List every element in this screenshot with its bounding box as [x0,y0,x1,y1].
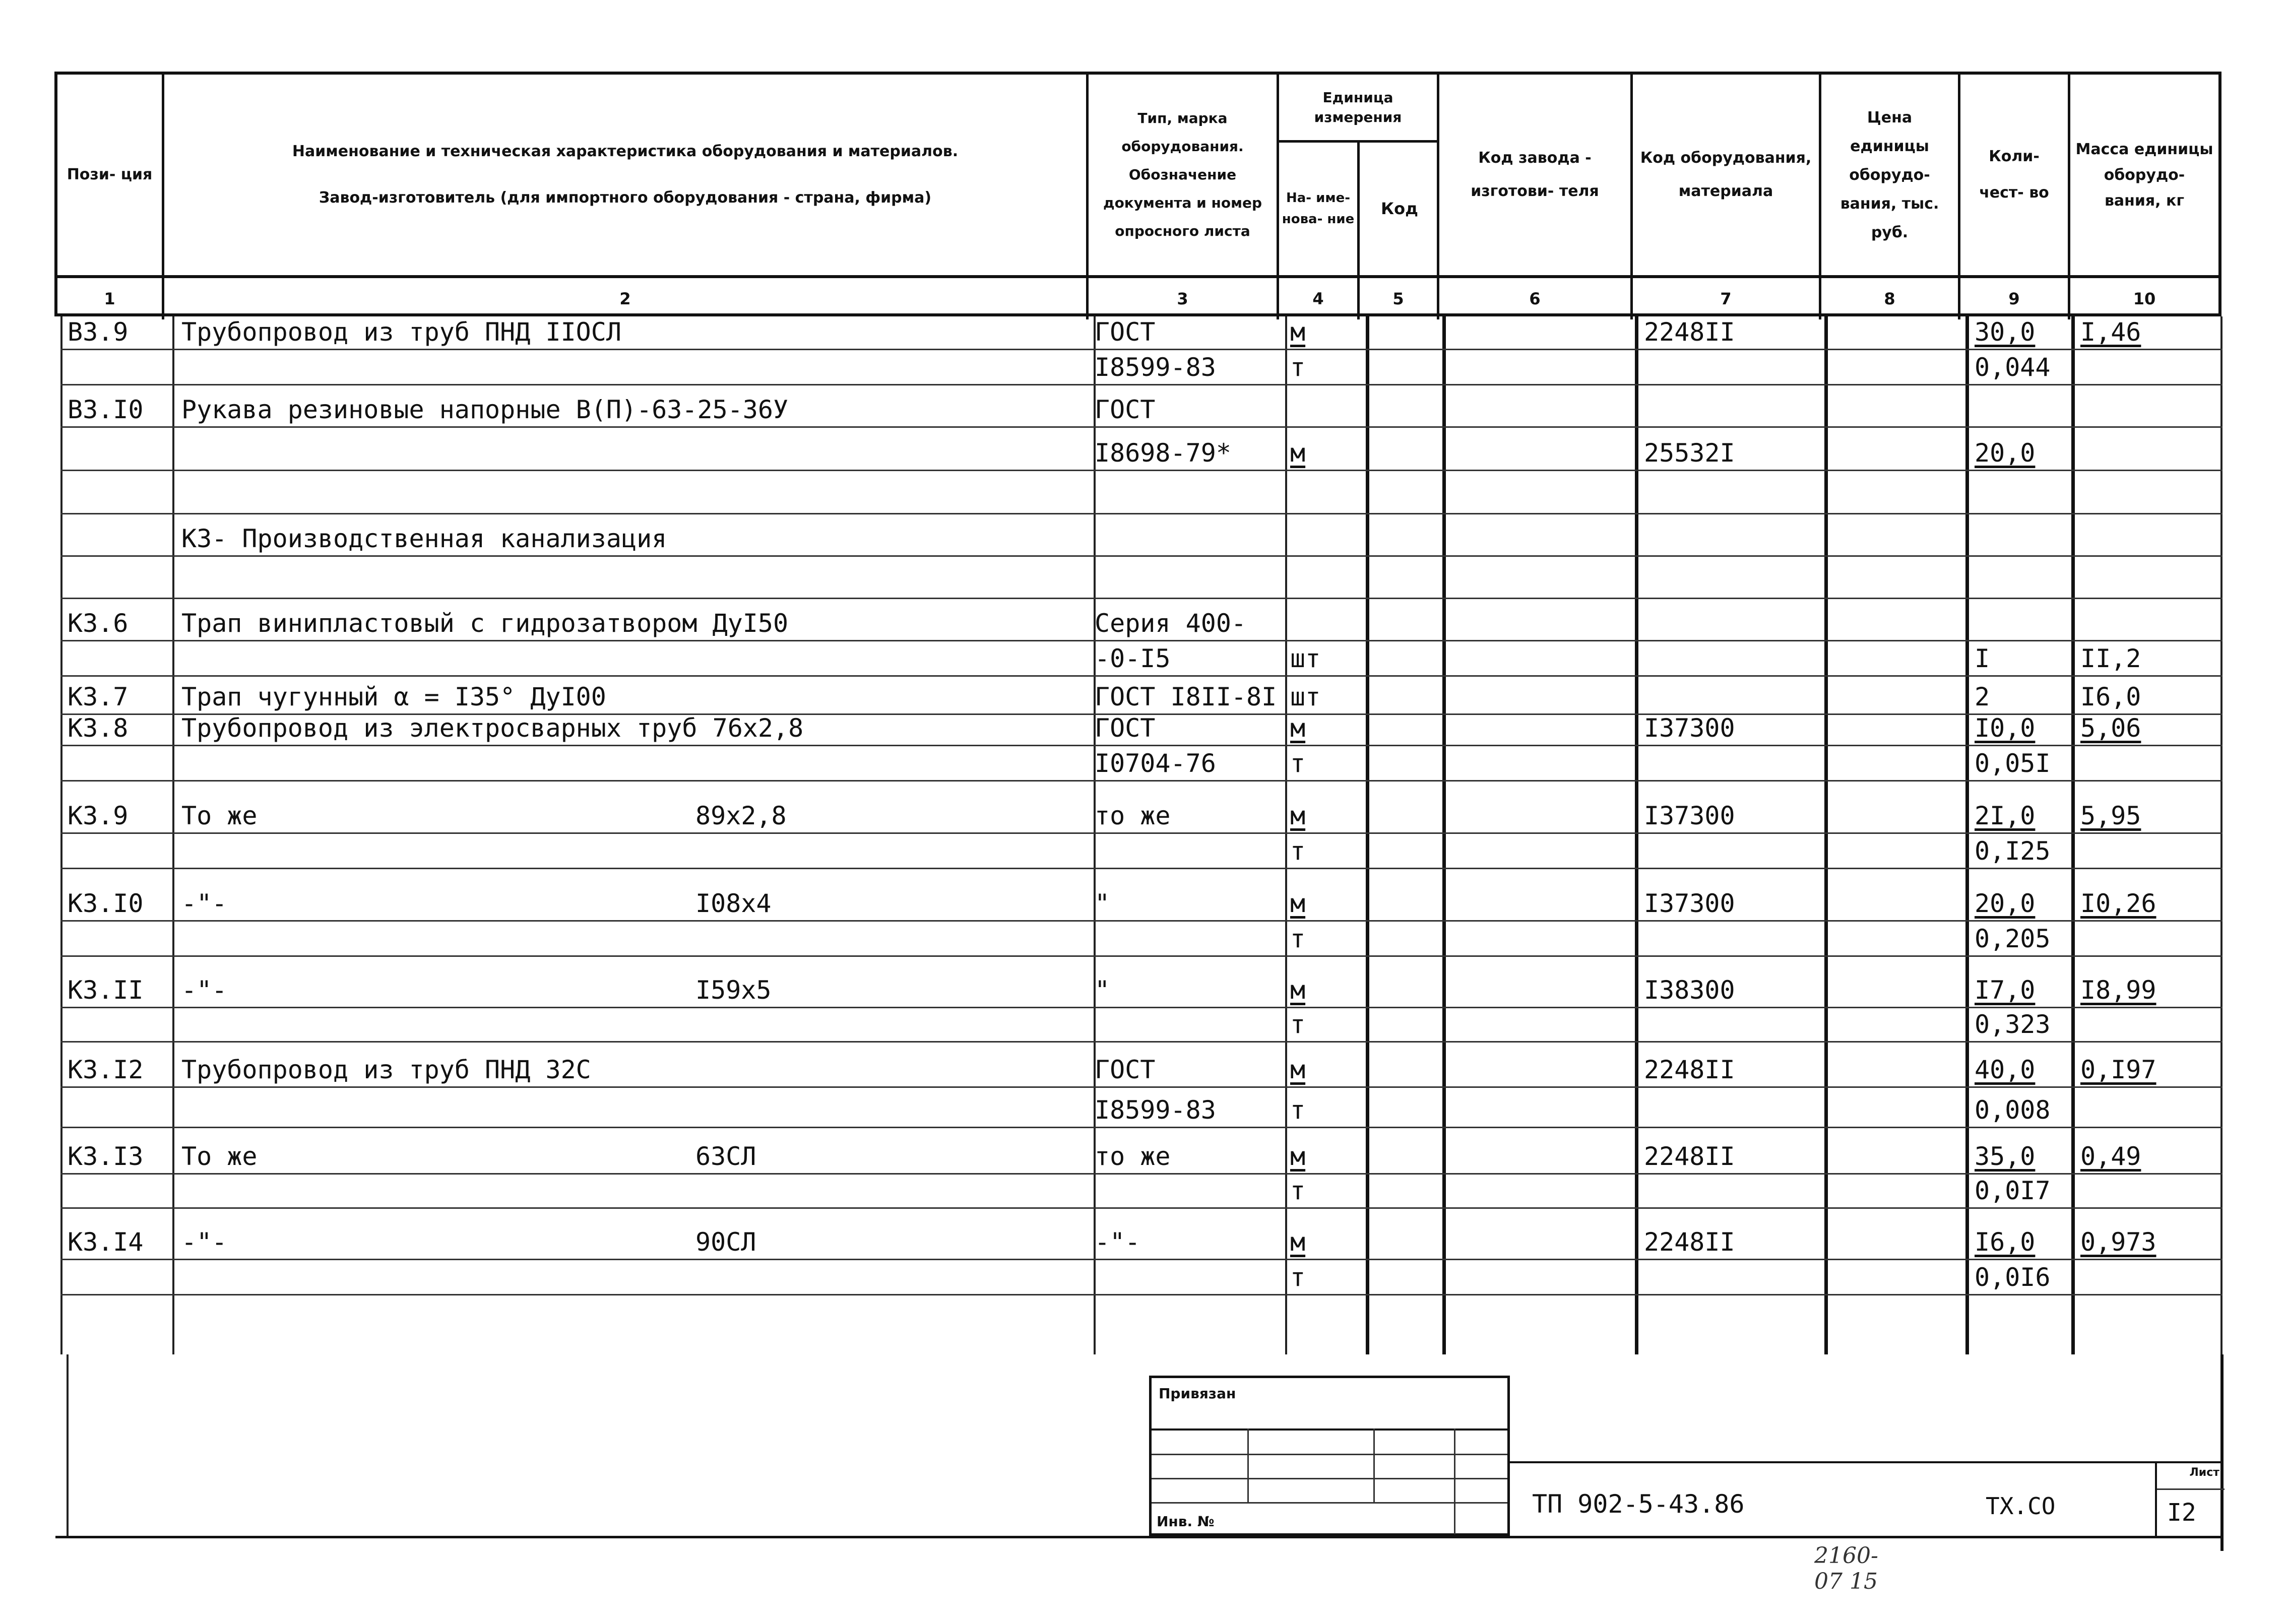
row-divider [60,1259,2222,1260]
row-divider [60,1007,2222,1008]
cell-unit: м [1290,801,1306,830]
header-col-unit-name: На- име- нова- ние [1279,143,1360,275]
cell-qty: 2 [1975,682,1990,711]
cell-name: К3- Производственная канализация [181,524,667,553]
cell-unit: м [1290,1142,1306,1171]
row-divider [60,555,2222,557]
cell-mass: 0,I97 [2080,1055,2156,1084]
cell-mass: I0,26 [2080,889,2156,918]
header-number: 9 [1960,278,2070,319]
column-divider [2220,316,2222,1354]
cell-mass: I6,0 [2080,682,2141,711]
header-number: 2 [164,278,1089,319]
list-number: I2 [2167,1499,2196,1527]
row-divider [60,1294,2222,1295]
cell-size: 90СЛ [695,1227,756,1257]
cell-code: 2248II [1644,1142,1735,1171]
cell-code: 2248II [1644,1227,1735,1257]
header-number: 3 [1089,278,1279,319]
cell-size: I59х5 [695,976,772,1005]
column-divider [1635,316,1638,1354]
privyazan-label: Привязан [1159,1385,1236,1402]
cell-mass: 0,973 [2080,1227,2156,1257]
cell-doc: ГОСТ [1095,395,1156,424]
cell-pos: К3.6 [68,609,129,638]
cell-qty: 35,0 [1975,1142,2036,1171]
header-number: 8 [1821,278,1960,319]
header-col-unit-code: Код [1381,199,1418,218]
inv-label: Инв. № [1157,1513,1215,1530]
cell-qty: 0,044 [1975,353,2051,382]
row-divider [60,1086,2222,1088]
column-divider [1965,316,1969,1354]
cell-size: 63СЛ [695,1142,756,1171]
cell-pos: К3.7 [68,682,129,711]
column-divider [1285,316,1287,1354]
cell-code: I37300 [1644,801,1735,830]
cell-name: Трап чугунный α = I35° ДуI00 [181,682,606,711]
row-divider [60,675,2222,677]
cell-doc: то же [1095,1142,1171,1171]
cell-doc: ГОСТ [1095,317,1156,347]
row-divider [60,920,2222,922]
header-col-position: Пози- ция [57,75,164,275]
cell-doc: ГОСТ [1095,713,1156,743]
cell-code: I37300 [1644,713,1735,743]
cell-size: 89х2,8 [695,801,787,830]
row-divider [60,349,2222,350]
cell-pos: К3.9 [68,801,129,830]
header-number: 10 [2133,289,2156,308]
header-col-manufacturer-code: Код завода - изготови- теля [1439,75,1633,275]
cell-doc: I8599-83 [1095,353,1216,382]
cell-unit: шт [1290,682,1321,711]
cell-mass: I,46 [2080,317,2141,347]
row-divider [60,955,2222,957]
cell-unit: т [1290,1010,1306,1039]
cell-unit: т [1290,749,1306,778]
list-box [2155,1461,2225,1537]
row-divider [60,470,2222,471]
row-divider [60,1041,2222,1043]
cell-qty: 0,0I6 [1975,1263,2051,1292]
row-divider [60,868,2222,869]
cell-name: Рукава резиновые напорные В(П)-63-25-36У [181,395,789,424]
row-divider [60,384,2222,385]
stamp-line [1373,1428,1375,1502]
cell-name: Трубопровод из электросварных труб 76х2,8 [181,713,804,743]
header-number: 6 [1439,278,1633,319]
cell-pos: К3.II [68,976,144,1005]
cell-qty: I7,0 [1975,976,2036,1005]
cell-doc: I0704-76 [1095,749,1216,778]
cell-doc: Серия 400- [1095,609,1247,638]
header-number: 7 [1633,278,1821,319]
cell-name: То же [181,1142,258,1171]
column-divider [1824,316,1828,1354]
cell-mass: I8,99 [2080,976,2156,1005]
cell-doc: ГОСТ [1095,1055,1156,1084]
cell-qty: I6,0 [1975,1227,2036,1257]
row-divider [60,513,2222,514]
cell-name: Трап винипластовый с гидрозатвором ДуI50 [181,609,789,638]
row-divider [60,426,2222,428]
column-divider [1442,316,1446,1354]
row-divider [60,598,2222,599]
header-col-equipment-code: Код оборудования, материала [1633,75,1821,275]
row-divider [60,832,2222,834]
header-number-row [57,275,2218,319]
cell-qty: I [1975,644,1990,673]
cell-name: -"- [181,976,227,1005]
cell-qty: I0,0 [1975,713,2036,743]
cell-doc: I8698-79* [1095,438,1231,468]
doc-code: ТП 902-5-43.86 [1532,1489,1745,1519]
frame-left [67,1354,69,1536]
stamp-line [1454,1428,1455,1534]
cell-unit: м [1290,1227,1306,1257]
cell-pos: К3.8 [68,713,129,743]
header-col-price: Цена единицы оборудо- вания, тыс. руб. [1821,75,1960,275]
cell-name: То же [181,801,258,830]
column-divider [172,316,174,1354]
table-header [54,72,2221,316]
cell-qty: 30,0 [1975,317,2036,347]
cell-qty: 0,0I7 [1975,1176,2051,1205]
cell-unit: т [1290,1176,1306,1205]
cell-unit: т [1290,1263,1306,1292]
cell-unit: м [1290,1055,1306,1084]
cell-doc: I8599-83 [1095,1095,1216,1125]
cell-code: 2248II [1644,317,1735,347]
list-label: Лист [2189,1466,2219,1479]
cell-code: 25532I [1644,438,1735,468]
header-col-unit-group [1279,75,1439,275]
cell-unit: т [1290,1095,1306,1125]
header-number: 1 [57,278,164,319]
cell-doc: " [1095,889,1110,918]
row-divider [60,1127,2222,1128]
cell-unit: м [1290,976,1306,1005]
header-col-quantity: Коли- чест- во [1960,75,2070,275]
header-number: 4 [1279,278,1360,319]
row-divider [60,780,2222,782]
cell-qty: 0,323 [1975,1010,2051,1039]
cell-size: I08х4 [695,889,772,918]
cell-name: -"- [181,1227,227,1257]
cell-mass: 0,49 [2080,1142,2141,1171]
doc-mark: ТХ.СО [1986,1492,2056,1520]
cell-qty: 0,05I [1975,749,2051,778]
cell-mass: 5,95 [2080,801,2141,830]
cell-mass: II,2 [2080,644,2141,673]
cell-code: I37300 [1644,889,1735,918]
header-col-mass: Масса единицы оборудо- вания, кг [2075,140,2213,210]
cell-qty: 40,0 [1975,1055,2036,1084]
cell-unit: т [1290,924,1306,953]
cell-unit: т [1290,353,1306,382]
cell-name: Трубопровод из труб ПНД IIОСЛ [181,317,621,347]
cell-mass: 5,06 [2080,713,2141,743]
row-divider [60,745,2222,746]
cell-code: I38300 [1644,976,1735,1005]
column-divider [60,316,62,1354]
cell-qty: 20,0 [1975,438,2036,468]
cell-doc: -"- [1095,1227,1140,1257]
footer-handwritten: 2160-07 15 [1814,1543,1878,1594]
column-divider [1366,316,1369,1354]
cell-doc: " [1095,976,1110,1005]
cell-pos: В3.9 [68,317,129,347]
header-col-name: Наименование и техническая характеристика оборудования и материалов. Завод-изготовитель (для импортного оборудования - страна, фирма) [164,75,1089,275]
cell-name: -"- [181,889,227,918]
column-divider [2071,316,2075,1354]
header-number: 5 [1360,278,1439,319]
cell-unit: м [1290,889,1306,918]
frame-bottom [55,1536,2222,1538]
cell-qty: 0,I25 [1975,836,2051,866]
cell-pos: В3.I0 [68,395,144,424]
cell-doc: ГОСТ I8II-8I [1095,682,1277,711]
row-divider [60,640,2222,641]
cell-qty: 20,0 [1975,889,2036,918]
column-divider [1094,316,1096,1354]
cell-pos: К3.I4 [68,1227,144,1257]
cell-unit: м [1290,438,1306,468]
cell-code: 2248II [1644,1055,1735,1084]
privyazan-box [1149,1376,1510,1536]
header-col-type: Тип, марка оборудования. Обозначение документа и номер опросного листа [1089,75,1279,275]
cell-pos: К3.I3 [68,1142,144,1171]
cell-unit: шт [1290,644,1321,673]
row-divider [60,1173,2222,1175]
row-divider [60,1207,2222,1209]
cell-name: Трубопровод из труб ПНД 32С [181,1055,591,1084]
cell-unit: т [1290,836,1306,866]
header-unit-title: Единица измерения [1279,75,1437,143]
cell-qty: 2I,0 [1975,801,2036,830]
cell-qty: 0,008 [1975,1095,2051,1125]
cell-unit: м [1290,317,1306,347]
stamp-line [1510,1461,2222,1463]
cell-pos: К3.I2 [68,1055,144,1084]
cell-doc: -0-I5 [1095,644,1171,673]
cell-pos: К3.I0 [68,889,144,918]
cell-qty: 0,205 [1975,924,2051,953]
cell-unit: м [1290,713,1306,743]
stamp-line [2157,1488,2225,1490]
cell-doc: то же [1095,801,1171,830]
table-body [60,316,2221,1354]
stamp-line [1247,1428,1249,1502]
